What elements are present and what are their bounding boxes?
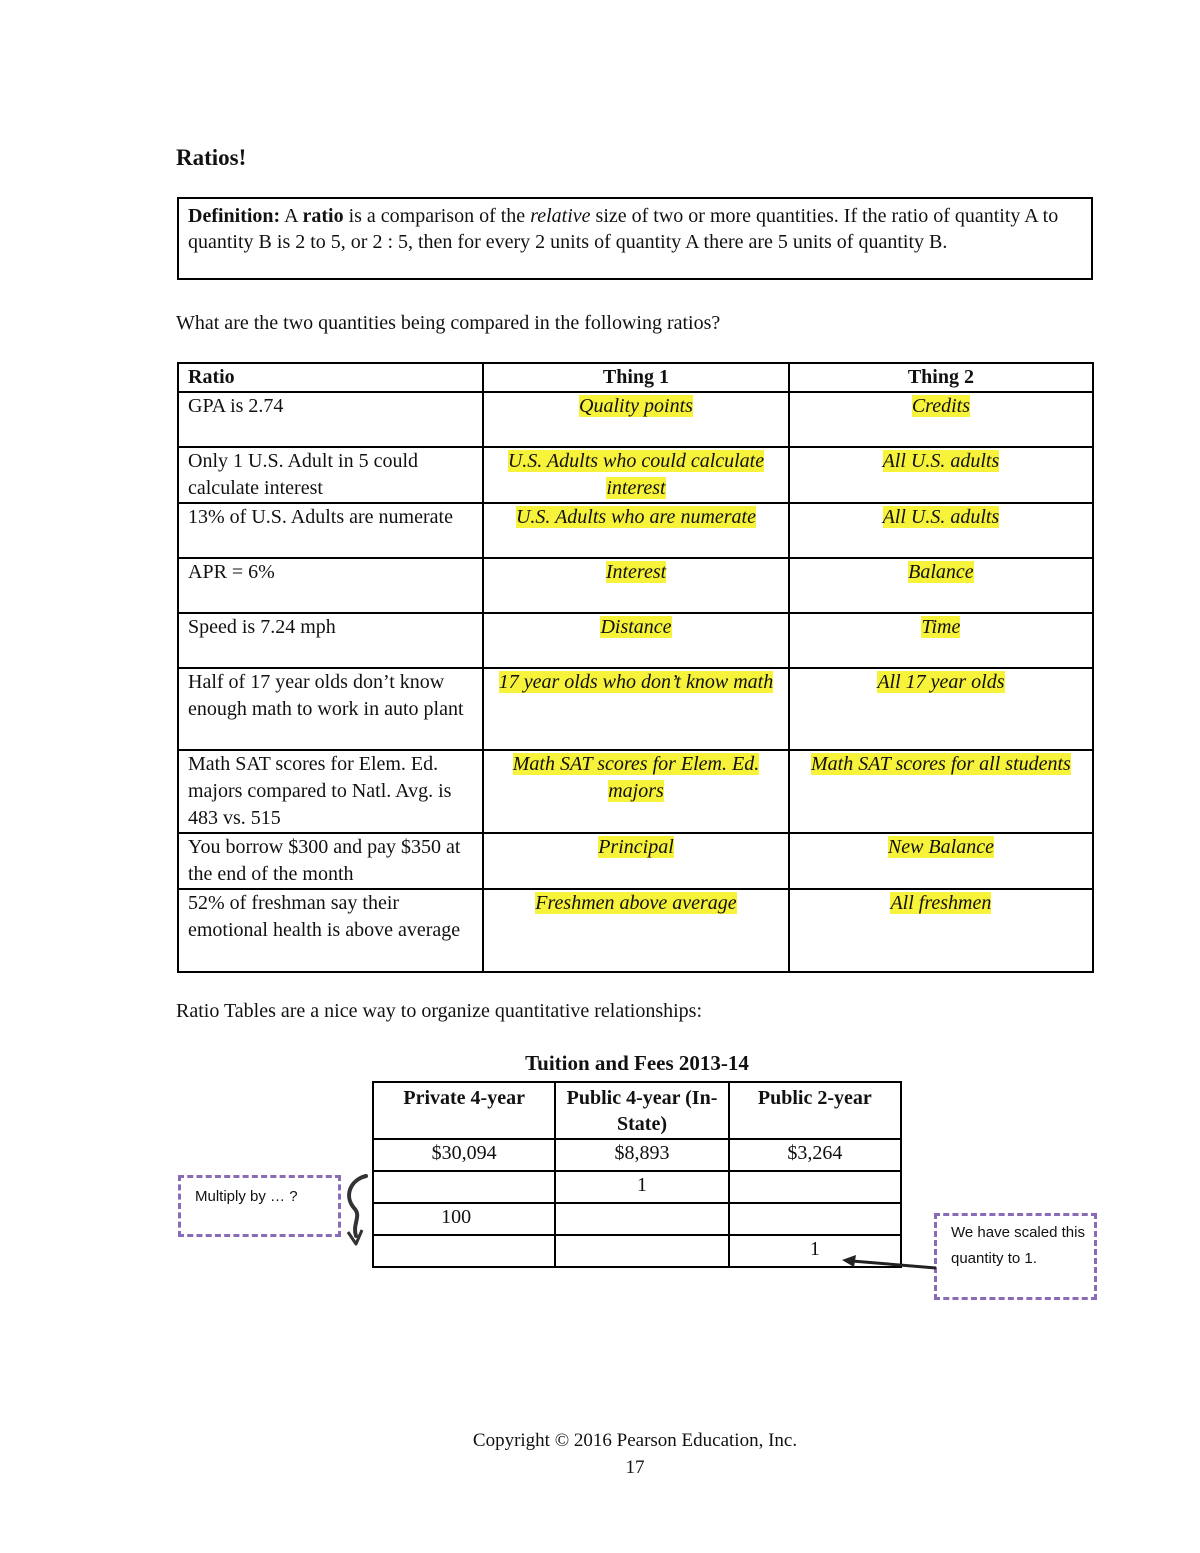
table-cell: $8,893 [555, 1139, 728, 1171]
thing2-cell [789, 668, 1093, 750]
table-cell: $3,264 [729, 1139, 901, 1171]
ratio-cell: GPA is 2.74 [178, 392, 483, 447]
thing2-cell [789, 503, 1093, 558]
header-thing-1: Thing 1 [483, 363, 789, 392]
ratio-cell: Math SAT scores for Elem. Ed. majors compared to Natl. Avg. is 483 vs. 515 [178, 750, 483, 833]
header-ratio: Ratio [178, 363, 483, 392]
thing2-cell [789, 447, 1093, 503]
ratio-cell: Speed is 7.24 mph [178, 613, 483, 668]
thing1-cell [483, 613, 789, 668]
thing1-answer: U.S. Adults who could calculate interest [507, 450, 765, 499]
header-public-2-year: Public 2-year [729, 1082, 901, 1139]
table-row [178, 750, 1093, 833]
table-row [178, 503, 1093, 558]
thing1-cell [483, 503, 789, 558]
multiply-note: Multiply by … ? [178, 1175, 341, 1237]
definition-post: size of two or more quantities. If the ratio of quantity A to quantity B is 2 to 5, or 2 : 5, then for every 2 units of quantity A there are 5 units of quantity B. [188, 205, 1059, 253]
thing1-cell [483, 833, 789, 889]
table-cell: 100 [373, 1203, 555, 1235]
thing2-answer: Balance [908, 561, 974, 583]
table-cell [729, 1171, 901, 1203]
table-cell [555, 1235, 728, 1267]
thing2-cell [789, 392, 1093, 447]
table-cell [555, 1203, 728, 1235]
thing2-cell [789, 833, 1093, 889]
thing1-cell [483, 447, 789, 503]
thing1-cell [483, 750, 789, 833]
thing2-answer: All U.S. adults [882, 450, 1000, 472]
definition-emphasis: relative [530, 205, 591, 227]
thing1-cell [483, 392, 789, 447]
definition-label: Definition: [188, 205, 281, 227]
thing2-answer: All 17 year olds [877, 671, 1005, 693]
thing1-answer: U.S. Adults who are numerate [515, 506, 756, 528]
scaled-note: We have scaled this quantity to 1. [934, 1213, 1097, 1300]
thing2-cell [789, 889, 1093, 972]
table-cell: 1 [555, 1171, 728, 1203]
thing1-cell [483, 668, 789, 750]
thing2-answer: Credits [911, 395, 970, 417]
table-row [373, 1171, 901, 1203]
thing2-cell [789, 750, 1093, 833]
thing1-answer: Quality points [579, 395, 693, 417]
table-row [373, 1203, 901, 1235]
ratio-cell: 13% of U.S. Adults are numerate [178, 503, 483, 558]
thing1-answer: 17 year olds who don’t know math [498, 671, 774, 693]
thing2-answer: All U.S. adults [882, 506, 1000, 528]
table-row [373, 1235, 901, 1267]
ratio-table-header [178, 363, 1093, 392]
ratio-cell: You borrow $300 and pay $350 at the end of the month [178, 833, 483, 889]
table-row [178, 889, 1093, 972]
definition-box [177, 197, 1093, 280]
ratio-cell: Half of 17 year olds don’t know enough math to work in auto plant [178, 668, 483, 750]
tuition-header-row [373, 1082, 901, 1139]
tuition-table [372, 1081, 902, 1268]
ratio-table [177, 362, 1094, 973]
thing1-answer: Interest [605, 561, 667, 583]
thing1-answer: Principal [598, 836, 674, 858]
page-title: Ratios! [176, 145, 247, 170]
definition-pre: A [280, 205, 303, 227]
table-row [178, 613, 1093, 668]
header-private-4-year: Private 4-year [373, 1082, 555, 1139]
table-cell [373, 1235, 555, 1267]
table-row [373, 1139, 901, 1171]
question-text: What are the two quantities being compared in the following ratios? [176, 312, 721, 334]
header-public-4-year: Public 4-year (In-State) [555, 1082, 728, 1139]
thing1-cell [483, 889, 789, 972]
curved-arrow-icon [340, 1170, 370, 1250]
thing2-answer: All freshmen [890, 892, 992, 914]
table-row [178, 668, 1093, 750]
ratio-cell: Only 1 U.S. Adult in 5 could calculate interest [178, 447, 483, 503]
ratio-cell: APR = 6% [178, 558, 483, 613]
thing1-answer: Distance [600, 616, 672, 638]
tuition-table-title: Tuition and Fees 2013-14 [525, 1051, 749, 1075]
table-cell [729, 1203, 901, 1235]
table-cell: $30,094 [373, 1139, 555, 1171]
definition-term: ratio [302, 205, 344, 227]
table-row [178, 833, 1093, 889]
table-row [178, 392, 1093, 447]
ratio-tables-intro: Ratio Tables are a nice way to organize quantitative relationships: [176, 1000, 703, 1022]
thing2-answer: New Balance [887, 836, 994, 858]
table-cell [373, 1171, 555, 1203]
thing2-answer: Math SAT scores for all students [811, 753, 1071, 775]
thing1-answer: Math SAT scores for Elem. Ed. majors [512, 753, 760, 802]
table-cell: 1 [729, 1235, 901, 1267]
table-row [178, 558, 1093, 613]
thing1-cell [483, 558, 789, 613]
table-row [178, 447, 1093, 503]
header-thing-2: Thing 2 [789, 363, 1093, 392]
page-number: 17 [625, 1457, 645, 1478]
thing2-cell [789, 613, 1093, 668]
copyright: Copyright © 2016 Pearson Education, Inc. [472, 1430, 798, 1451]
thing1-answer: Freshmen above average [535, 892, 737, 914]
ratio-cell: 52% of freshman say their emotional health is above average [178, 889, 483, 972]
pointer-arrow-icon [838, 1252, 938, 1274]
thing2-cell [789, 558, 1093, 613]
definition-mid: is a comparison of the [343, 205, 531, 227]
thing2-answer: Time [921, 616, 961, 638]
